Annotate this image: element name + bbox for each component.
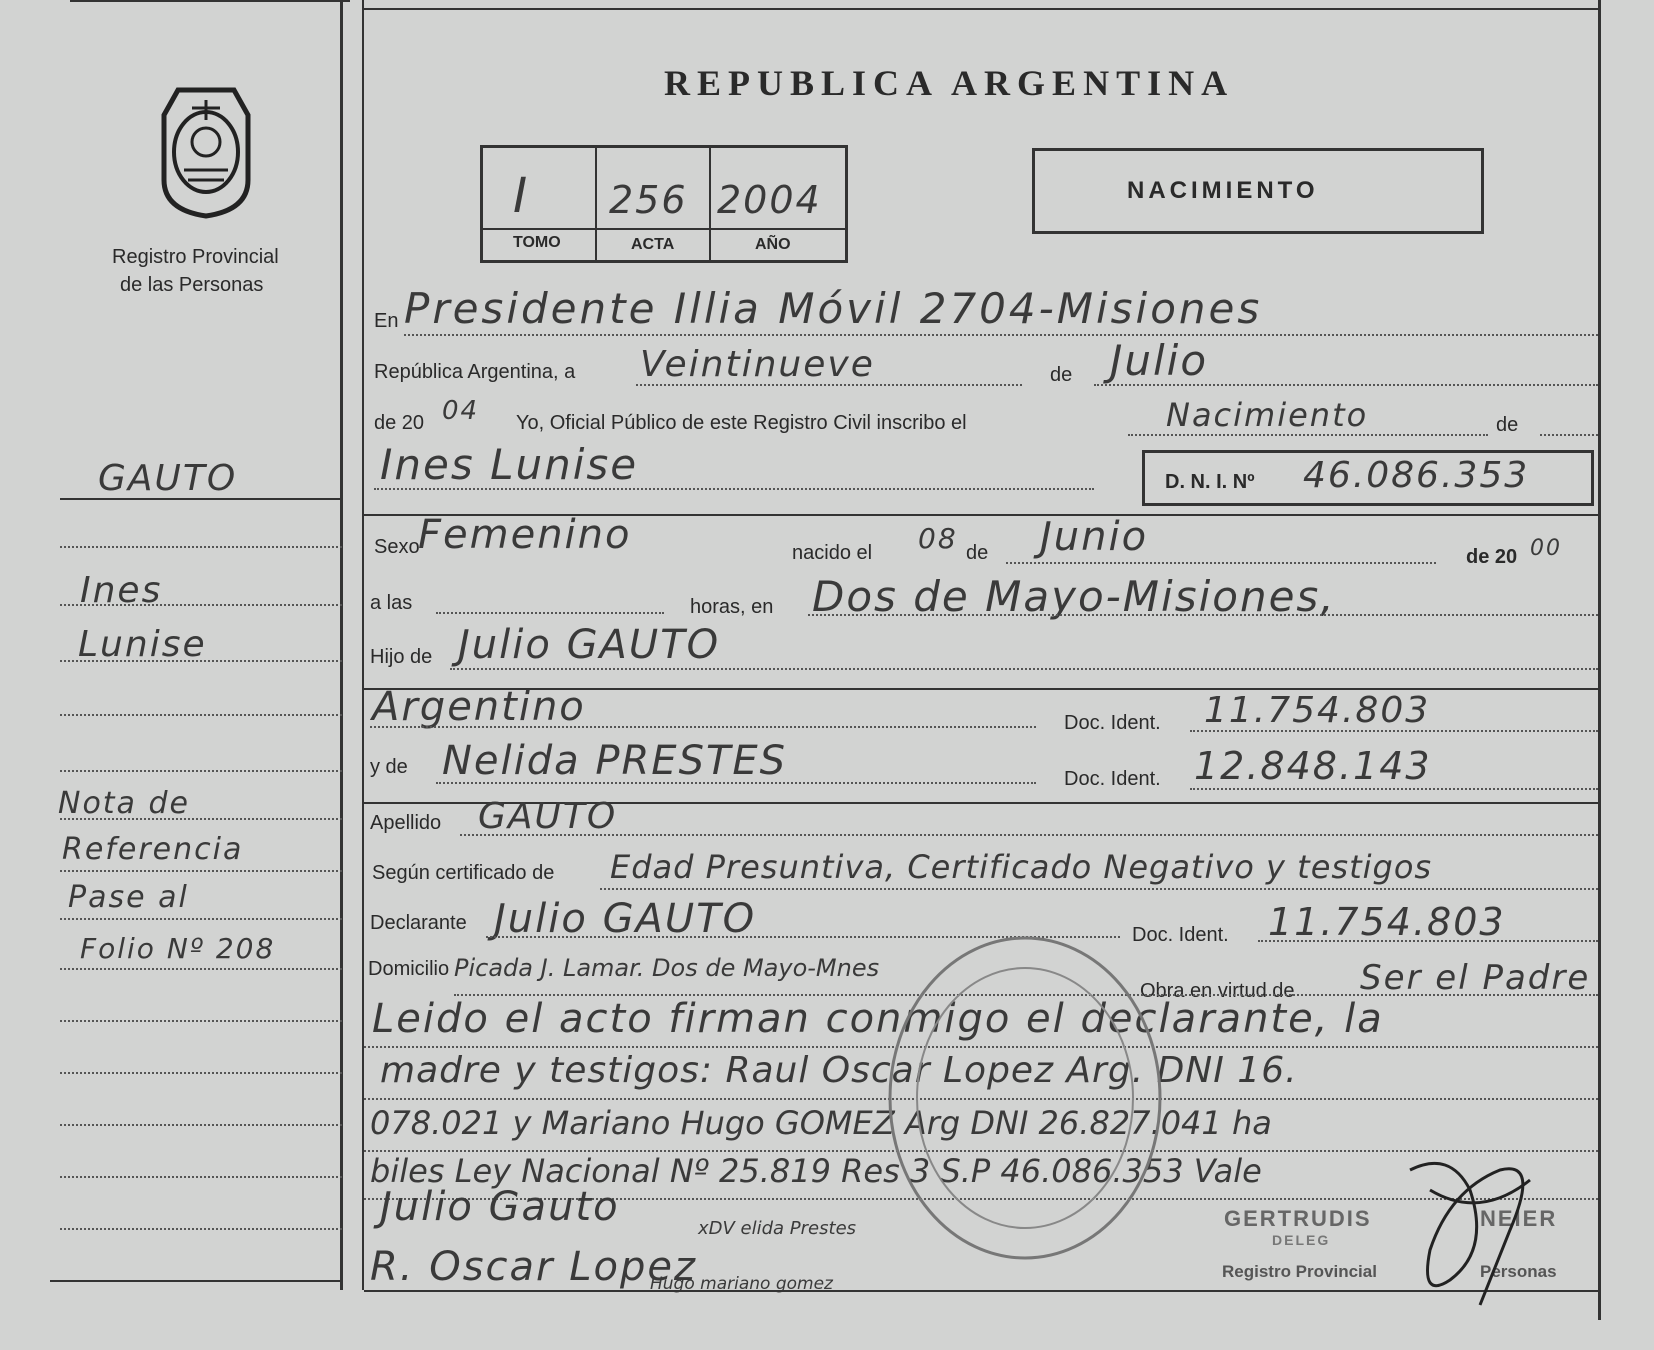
margin-dotted-7 xyxy=(60,870,342,872)
de20-label: de 20 xyxy=(1466,546,1518,568)
birth-place-line xyxy=(808,614,1598,616)
registry-name-line2: de las Personas xyxy=(120,274,264,296)
place-value: Presidente Illia Móvil 2704-Misiones xyxy=(404,284,1263,333)
act-type-label: NACIMIENTO xyxy=(1127,177,1319,204)
acta-label: ACTA xyxy=(631,236,675,253)
margin-dotted-8 xyxy=(60,918,342,920)
margin-surname: GAUTO xyxy=(98,458,238,499)
father-nationality: Argentino xyxy=(372,684,586,730)
certificado-line xyxy=(600,888,1598,890)
ano-value: 2004 xyxy=(717,178,822,222)
mother-doc-label: Doc. Ident. xyxy=(1064,768,1161,790)
margin-dotted-11 xyxy=(60,1072,342,1074)
signature-1b: xDV elida Prestes xyxy=(698,1218,857,1239)
father-doc-line xyxy=(1190,730,1598,732)
en-label: En xyxy=(374,310,399,332)
margin-note-4: Folio Nº 208 xyxy=(80,932,276,965)
de-label-2: de xyxy=(1496,414,1519,436)
father-line xyxy=(450,668,1598,670)
month-value: Julio xyxy=(1110,336,1209,385)
segun-label: Según certificado de xyxy=(372,862,555,884)
obra-value: Ser el Padre xyxy=(1360,958,1591,998)
mother-doc-line xyxy=(1190,788,1598,790)
republica-label: República Argentina, a xyxy=(374,361,576,383)
hijo-label: Hijo de xyxy=(370,646,433,668)
de2-line xyxy=(1540,434,1598,436)
dni-value: 46.086.353 xyxy=(1303,455,1530,496)
round-stamp-icon xyxy=(880,928,1170,1268)
sexo-label: Sexo xyxy=(374,536,420,558)
yde-label: y de xyxy=(370,756,408,778)
signature-1: Julio Gauto xyxy=(380,1184,620,1230)
father-value: Julio GAUTO xyxy=(458,622,721,668)
dni-box xyxy=(1142,450,1594,506)
text-line-2: madre y testigos: Raul Oscar Lopez Arg. DNI 16. xyxy=(380,1050,1298,1091)
margin-dotted-10 xyxy=(60,1020,342,1022)
signature-2b: Hugo mariano gomez xyxy=(650,1274,833,1294)
main-top-rule xyxy=(364,8,1598,10)
margin-dotted-4 xyxy=(60,714,342,716)
tomo-label: TOMO xyxy=(513,234,561,251)
margin-given-2: Lunise xyxy=(78,624,207,665)
father-doc-value: 11.754.803 xyxy=(1204,690,1431,731)
declarante-value: Julio GAUTO xyxy=(494,896,757,942)
left-top-rule xyxy=(70,0,350,2)
year-suffix-value: 04 xyxy=(442,396,480,426)
official-signature-icon xyxy=(1390,1130,1560,1310)
tomo-value: I xyxy=(513,168,530,224)
margin-dotted-12 xyxy=(60,1124,342,1126)
declarante-doc-value: 11.754.803 xyxy=(1268,900,1506,944)
margin-note-3: Pase al xyxy=(68,880,189,915)
father-doc-label: Doc. Ident. xyxy=(1064,712,1161,734)
nacido-label: nacido el xyxy=(792,542,873,564)
mother-doc-value: 12.848.143 xyxy=(1194,744,1432,788)
birth-place-value: Dos de Mayo-Misiones, xyxy=(812,572,1336,621)
day-line xyxy=(636,384,1022,386)
domicilio-value: Picada J. Lamar. Dos de Mayo-Mnes xyxy=(454,954,880,982)
margin-given-1: Ines xyxy=(80,570,163,611)
provincial-seal-icon xyxy=(148,80,264,220)
left-divider xyxy=(362,0,364,1290)
father-nat-line xyxy=(370,726,1036,728)
mother-value: Nelida PRESTES xyxy=(442,738,788,784)
apellido-value: GAUTO xyxy=(478,796,618,837)
margin-dotted-1 xyxy=(60,546,342,548)
birth-month-value: Junio xyxy=(1040,514,1149,560)
birth-day-value: 08 xyxy=(918,522,958,555)
margin-note-2: Referencia xyxy=(62,832,244,867)
margin-dotted-5 xyxy=(60,770,342,772)
oficial-text: Yo, Oficial Público de este Registro Civil inscribo el xyxy=(516,412,967,434)
name-line xyxy=(374,488,1094,490)
text-line-3: 078.021 y Mariano Hugo GOMEZ Arg DNI 26.827.041 ha xyxy=(370,1104,1272,1142)
ano-label: AÑO xyxy=(755,236,791,253)
right-border xyxy=(1598,0,1601,1320)
margin-dotted-9 xyxy=(60,968,342,970)
mother-line xyxy=(436,782,1036,784)
country-title: REPUBLICA ARGENTINA xyxy=(664,63,1235,103)
dni-label: D. N. I. Nº xyxy=(1165,471,1255,493)
apellido-label: Apellido xyxy=(370,812,442,834)
year-prefix-label: de 20 xyxy=(374,412,425,434)
day-value: Veintinueve xyxy=(640,344,875,385)
domicilio-label: Domicilio xyxy=(368,958,450,980)
birth-month-line xyxy=(1006,562,1436,564)
birth-year-value: 00 xyxy=(1530,536,1562,561)
record-number-box xyxy=(480,145,848,263)
apellido-line xyxy=(460,834,1598,836)
obra-label: Obra en virtud de xyxy=(1140,980,1295,1002)
margin-rule-bottom xyxy=(50,1280,342,1282)
signature-2: R. Oscar Lopez xyxy=(370,1244,697,1290)
alas-line xyxy=(436,612,664,614)
margin-dotted-14 xyxy=(60,1228,342,1230)
margin-dotted-13 xyxy=(60,1176,342,1178)
margin-dotted-3 xyxy=(60,660,342,662)
alas-label: a las xyxy=(370,592,413,614)
de-label: de xyxy=(1050,364,1073,386)
inscribe-value: Nacimiento xyxy=(1166,396,1369,434)
left-column-border xyxy=(340,0,343,1290)
text-line-4: biles Ley Nacional Nº 25.819 Res 3 S.P 46.086.353 Vale xyxy=(370,1152,1262,1190)
inscribe-line xyxy=(1128,434,1488,436)
declarante-doc-label: Doc. Ident. xyxy=(1132,924,1229,946)
declarante-label: Declarante xyxy=(370,912,467,934)
declarante-doc-line xyxy=(1258,940,1598,942)
text-line-1: Leido el acto firman conmigo el declarante, la xyxy=(372,996,1384,1042)
official-stamp-line3b: Personas xyxy=(1480,1262,1557,1281)
registry-name-line1: Registro Provincial xyxy=(112,246,279,268)
de-label-3: de xyxy=(966,542,989,564)
margin-rule-1 xyxy=(60,498,342,500)
horas-label: horas, en xyxy=(690,596,774,618)
sexo-value: Femenino xyxy=(418,512,632,558)
place-line xyxy=(404,334,1598,336)
act-type-box xyxy=(1032,148,1484,234)
official-stamp-line2: DELEG xyxy=(1272,1232,1331,1248)
official-stamp-line3: Registro Provincial xyxy=(1222,1262,1377,1281)
official-stamp-line1: GERTRUDIS xyxy=(1224,1206,1372,1231)
margin-note-1: Nota de xyxy=(58,786,190,821)
person-name: Ines Lunise xyxy=(380,440,639,489)
margin-dotted-6 xyxy=(60,818,342,820)
month-line xyxy=(1094,384,1598,386)
acta-value: 256 xyxy=(609,178,688,222)
margin-dotted-2 xyxy=(60,604,342,606)
certificado-value: Edad Presuntiva, Certificado Negativo y testigos xyxy=(610,848,1433,886)
official-stamp-line1b: NEIER xyxy=(1480,1206,1558,1231)
